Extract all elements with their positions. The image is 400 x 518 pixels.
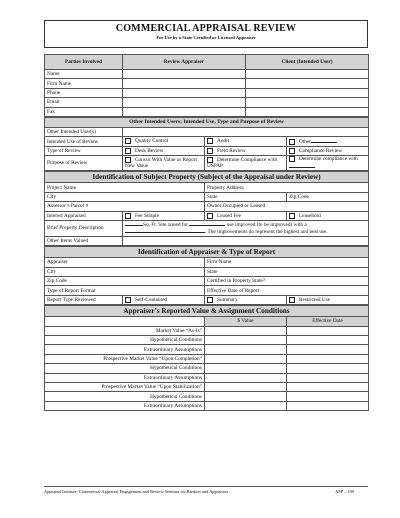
option-quality-control[interactable]: Quality Control [123, 137, 205, 146]
value-field[interactable] [205, 354, 287, 363]
table-row [45, 146, 369, 155]
review-appraiser-firm-field[interactable] [123, 79, 246, 88]
effective-date-field[interactable]: Effective Date of Report [205, 286, 369, 295]
option-desk-review[interactable]: Desk Review [123, 146, 205, 155]
value-row-label: Hypothetical Conditions [45, 364, 205, 373]
value-field[interactable] [205, 345, 287, 354]
table-row [45, 336, 369, 345]
table-row [45, 137, 369, 146]
table-row [45, 127, 369, 136]
table-row [45, 88, 369, 97]
table-row [45, 382, 369, 391]
value-col-header: $ Value [205, 317, 287, 326]
checkbox-icon[interactable] [289, 297, 295, 303]
option-self-contained[interactable]: Self-Contained [123, 295, 205, 304]
table-row [45, 211, 369, 220]
checkbox-icon[interactable] [125, 213, 131, 219]
option-audit[interactable]: Audit [205, 137, 287, 146]
review-appraiser-fax-field[interactable] [123, 107, 246, 116]
subject-city-field[interactable]: City [45, 192, 205, 201]
table-row [45, 156, 369, 171]
row-label-fax: Fax [45, 107, 123, 116]
option-leased-fee[interactable]: Leased Fee [205, 211, 287, 220]
subject-property-table [44, 171, 369, 246]
review-appraiser-name-field[interactable] [123, 70, 246, 79]
value-heading: Appraiser’s Reported Value & Assignment Conditions [45, 306, 369, 317]
row-label-firm-name: Firm Name [45, 79, 123, 88]
option-leasehold[interactable]: Leasehold [287, 211, 369, 220]
table-row [45, 183, 369, 192]
checkbox-icon[interactable] [207, 213, 213, 219]
table-row [45, 392, 369, 401]
table-row [45, 267, 369, 276]
effective-date-col-header: Effective Date [287, 317, 369, 326]
other-items-field[interactable] [123, 236, 369, 245]
intended-use-table [44, 117, 369, 171]
table-row [45, 354, 369, 363]
table-row [45, 70, 369, 79]
parcel-field[interactable]: Assessor’s Parcel # [45, 202, 205, 211]
checkbox-icon[interactable] [125, 138, 131, 144]
table-row [45, 364, 369, 373]
date-field[interactable] [287, 326, 369, 335]
table-row [45, 345, 369, 354]
purpose-label: Purpose of Review [45, 156, 123, 171]
checkbox-icon[interactable] [125, 297, 131, 303]
report-format-field[interactable]: Type of Report Format [45, 286, 205, 295]
value-table [44, 305, 369, 411]
property-address-field[interactable]: Property Address [205, 183, 369, 192]
date-field[interactable] [287, 345, 369, 354]
type-of-review-label: Type of Review [45, 146, 123, 155]
table-row [45, 317, 369, 326]
value-field[interactable] [205, 364, 287, 373]
table-row [45, 202, 369, 211]
value-row-label: Extraordinary Assumptions [45, 373, 205, 382]
client-fax-field[interactable] [246, 107, 369, 116]
client-firm-field[interactable] [246, 79, 369, 88]
subject-state-field[interactable]: State [205, 192, 287, 201]
brief-description-field[interactable]: Sq. Ft. Site zoned for use improved (to be improved) with a . The improvements do represent the highest and best use. [123, 220, 369, 236]
option-summary[interactable]: Summary [205, 295, 287, 304]
value-row-label: Hypothetical Conditions [45, 336, 205, 345]
appraiser-city-field[interactable]: City [45, 267, 205, 276]
value-field[interactable] [205, 336, 287, 345]
certified-field[interactable]: Certified in Property State? [205, 277, 369, 286]
value-field[interactable] [205, 326, 287, 335]
value-field[interactable] [205, 382, 287, 391]
review-appraiser-col-header: Review Appraiser [123, 55, 246, 70]
date-field[interactable] [287, 392, 369, 401]
table-row [45, 258, 369, 267]
other-items-label: Other Items Valued [45, 236, 123, 245]
appraiser-zip-field[interactable]: Zip Code [45, 277, 205, 286]
table-row [45, 192, 369, 201]
parties-col-header: Parties Involved [45, 55, 123, 70]
title-box [44, 20, 368, 48]
other-blank-line[interactable] [311, 138, 337, 143]
option-other[interactable]: Other [287, 137, 369, 146]
appraiser-firm-field[interactable]: Firm Name [205, 258, 369, 267]
value-corner-cell [45, 317, 205, 326]
value-row-label: Prospective Market Value “Upon Completion” [45, 354, 205, 363]
checkbox-icon[interactable] [289, 139, 295, 145]
option-compliance-review[interactable]: Compliance Review [287, 146, 369, 155]
checkbox-icon[interactable] [207, 297, 213, 303]
interest-appraised-label: Interest Appraised [45, 211, 123, 220]
table-row [45, 107, 369, 116]
other-users-field[interactable] [123, 127, 369, 136]
table-row [45, 373, 369, 382]
option-field-review[interactable]: Field Review [205, 146, 287, 155]
appraiser-table [44, 246, 369, 305]
client-email-field[interactable] [246, 98, 369, 107]
intended-use-label: Intended Use of Review [45, 137, 123, 146]
value-row-label: Extraordinary Assumptions [45, 345, 205, 354]
other-users-label: Other Intended User(s) [45, 127, 123, 136]
page-number: APP – 199 [335, 489, 354, 494]
option-restricted-use[interactable]: Restricted Use [287, 295, 369, 304]
client-name-field[interactable] [246, 70, 369, 79]
table-row [45, 79, 369, 88]
checkbox-icon[interactable] [125, 148, 131, 154]
table-row [45, 401, 369, 410]
subject-zip-field[interactable]: Zip Code [287, 192, 369, 201]
parties-table [44, 54, 369, 117]
checkbox-icon[interactable] [289, 156, 295, 162]
date-field[interactable] [287, 364, 369, 373]
checkbox-icon[interactable] [289, 148, 295, 154]
form-title: COMMERCIAL APPRAISAL REVIEW [115, 23, 297, 34]
date-field[interactable] [287, 354, 369, 363]
option-uspap-compliance[interactable]: Determine Compliance with USPAP [205, 156, 287, 171]
date-field[interactable] [287, 401, 369, 410]
option-fee-simple[interactable]: Fee Simple [123, 211, 205, 220]
value-field[interactable] [205, 392, 287, 401]
client-col-header: Client (Intended User) [246, 55, 369, 70]
table-row [45, 98, 369, 107]
project-name-field[interactable]: Project Name [45, 183, 205, 192]
value-row-label: Prospective Market Value “Upon Stabilization” [45, 382, 205, 391]
review-appraiser-phone-field[interactable] [123, 88, 246, 97]
value-field[interactable] [205, 401, 287, 410]
report-reviewed-label: Report Type Reviewed [45, 295, 123, 304]
intended-use-heading: Other Intended Users; Intended Use, Type and Purpose of Review [45, 117, 369, 127]
value-field[interactable] [205, 373, 287, 382]
brief-description-label: Brief Property Description [45, 220, 123, 236]
table-row [45, 295, 369, 304]
form-page [44, 20, 368, 411]
parties-header-row [45, 55, 369, 70]
compliance-blank-line[interactable] [289, 163, 315, 168]
option-determine-compliance[interactable]: Determine compliance with [287, 156, 369, 171]
checkbox-icon[interactable] [289, 213, 295, 219]
value-row-label: Market Value “As-Is” [45, 326, 205, 335]
checkbox-icon[interactable] [207, 138, 213, 144]
date-field[interactable] [287, 373, 369, 382]
review-appraiser-email-field[interactable] [123, 98, 246, 107]
appraiser-field[interactable]: Appraiser [45, 258, 205, 267]
row-label-phone: Phone [45, 88, 123, 97]
table-row [45, 286, 369, 295]
checkbox-icon[interactable] [207, 148, 213, 154]
occupancy-field[interactable]: Owner Occupied or Leased [205, 202, 369, 211]
date-field[interactable] [287, 336, 369, 345]
option-concur-value[interactable]: Concur With Value or Report New Value [123, 156, 205, 171]
value-row-label: Extraordinary Assumptions [45, 401, 205, 410]
date-field[interactable] [287, 382, 369, 391]
table-row [45, 236, 369, 245]
appraiser-state-field[interactable]: State [205, 267, 369, 276]
footer-text: Appraisal Institute: Commercial Appraisal Engagement and Review Seminar for Bankers and Appraisers [44, 489, 229, 494]
row-label-email: Email [45, 98, 123, 107]
table-row [45, 277, 369, 286]
value-row-label: Hypothetical Conditions [45, 392, 205, 401]
subject-property-heading: Identification of Subject Property (Subject of the Appraisal under Review) [45, 172, 369, 183]
page-footer [44, 486, 368, 494]
client-phone-field[interactable] [246, 88, 369, 97]
row-label-name: Name [45, 70, 123, 79]
form-subtitle: For Use by a State Certified or Licensed Appraiser [156, 35, 256, 40]
table-row [45, 220, 369, 236]
table-row [45, 326, 369, 335]
appraiser-heading: Identification of Appraiser & Type of Report [45, 247, 369, 258]
